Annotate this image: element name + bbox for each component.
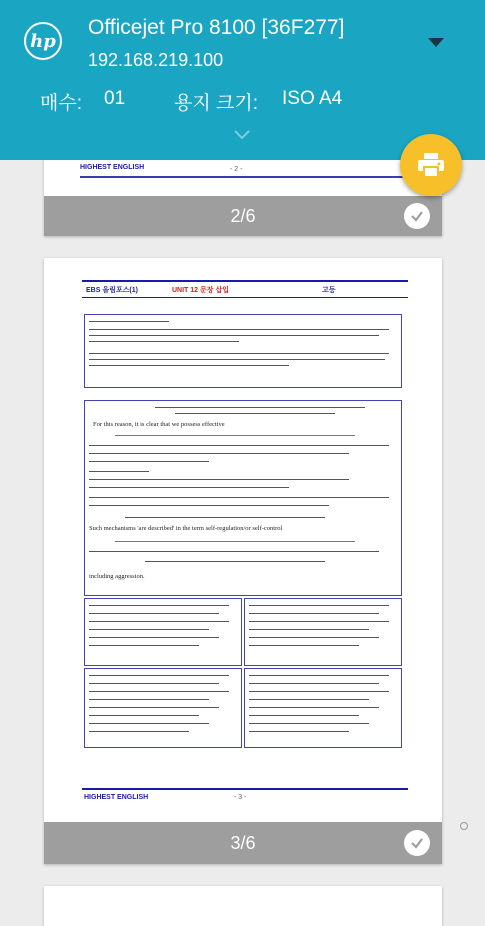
print-icon: [417, 152, 445, 178]
doc-vocab-box-1: [84, 598, 242, 666]
page-label-bar: [44, 822, 442, 864]
printer-ip: 192.168.219.100: [88, 50, 224, 70]
doc-header-left: EBS 올림포스(1): [86, 287, 138, 294]
page-footer-number: - 2 -: [230, 166, 243, 173]
doc-passage-end: including aggression.: [89, 573, 145, 580]
chevron-down-icon[interactable]: [232, 128, 252, 142]
printer-name[interactable]: Officejet Pro 8100 [36F277]: [88, 16, 345, 39]
page-footer-rule: [82, 788, 408, 790]
hp-logo-icon: hp: [24, 22, 62, 60]
page-label-bar: [44, 196, 442, 236]
dropdown-arrow-icon[interactable]: [428, 38, 444, 47]
print-button[interactable]: [400, 134, 462, 196]
doc-passage-lead: For this reason, it is clear that we possess effective: [93, 421, 225, 428]
page-preview-4[interactable]: [44, 886, 442, 926]
document-thumbnail: [82, 280, 408, 810]
page-label: 2/6: [230, 205, 256, 226]
page-footer-number: - 3 -: [234, 794, 247, 801]
doc-vocab-box-3: [84, 668, 242, 748]
doc-box-passage: [84, 400, 402, 596]
doc-header-right: 고등: [322, 287, 336, 294]
scroll-indicator: [460, 822, 468, 830]
page-preview-2[interactable]: [44, 150, 442, 236]
page-footer-rule: [80, 176, 406, 178]
paper-size-value: ISO A4: [282, 88, 343, 109]
page-footer-title: HIGHEST ENGLISH: [84, 794, 149, 801]
doc-box-intro: [84, 314, 402, 388]
doc-vocab-box-2: [244, 598, 402, 666]
doc-header-mid: UNIT 12 문장 삽입: [172, 287, 229, 294]
doc-passage-mid: Such mechanisms 'are described' in the term self-regulation/or self-control: [89, 525, 283, 532]
copies-label: 매수:: [40, 93, 82, 114]
page-preview-3[interactable]: [44, 258, 442, 864]
page-footer-title: HIGHEST ENGLISH: [80, 164, 145, 171]
page-label: 3/6: [230, 832, 256, 853]
printer-header: [0, 0, 485, 160]
check-circle-icon[interactable]: [404, 203, 430, 229]
doc-vocab-box-4: [244, 668, 402, 748]
paper-size-label: 용지 크기:: [174, 93, 258, 114]
copies-value: 01: [104, 88, 126, 109]
doc-top-rule: [82, 280, 408, 282]
doc-header-rule: [82, 297, 408, 298]
check-circle-icon[interactable]: [404, 830, 430, 856]
